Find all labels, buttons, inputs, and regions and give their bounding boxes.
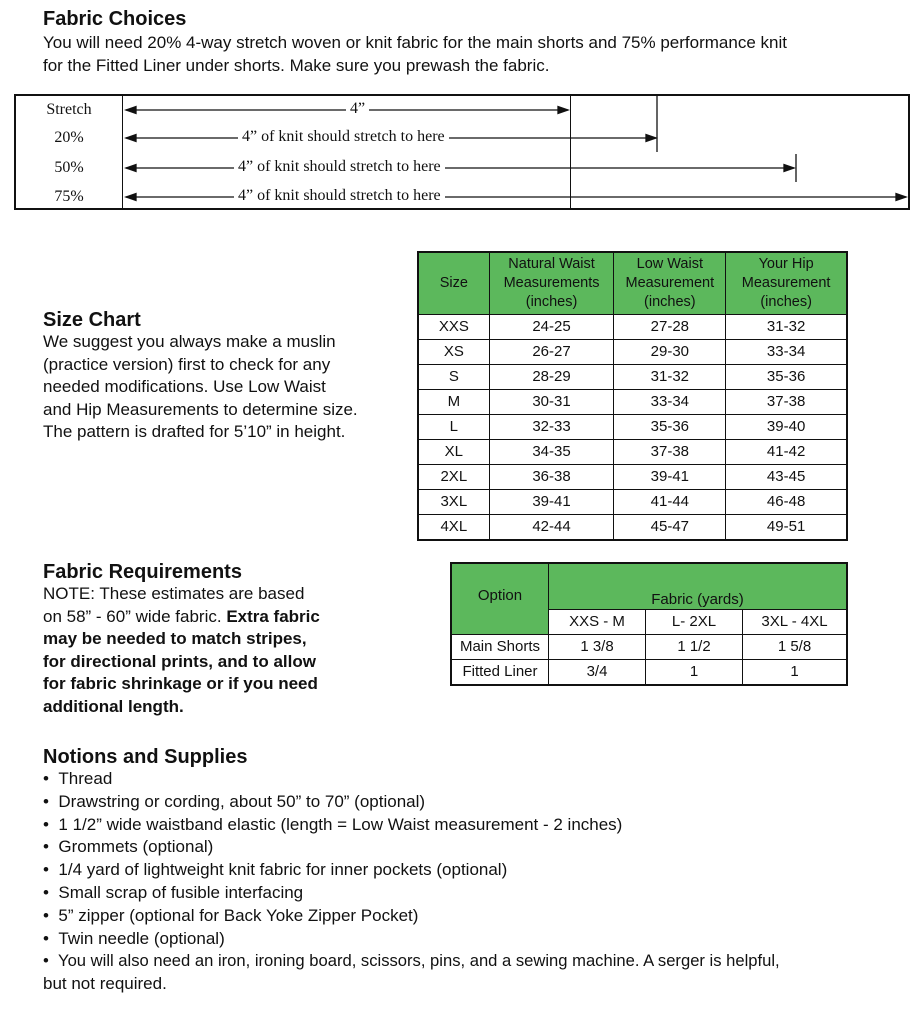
low-waist-cell: 29-30 [614, 339, 726, 364]
yardage-cell: 1 3/8 [549, 634, 646, 659]
hip-cell: 31-32 [726, 314, 847, 339]
header-line: Measurement [741, 274, 831, 291]
stretch-75-label: 75% [54, 188, 84, 205]
stretch-guide [14, 94, 910, 210]
table-row [418, 489, 847, 514]
stretch-row-label: Stretch [46, 101, 92, 118]
natural-waist-cell: 36-38 [489, 464, 614, 489]
stretch-20-text: 4” of knit should stretch to here [238, 128, 449, 146]
table-row [418, 314, 847, 339]
table-row [451, 634, 847, 659]
list-item: • You will also need an iron, ironing board, scissors, pins, and a sewing machine. A serger is helpful, [43, 951, 780, 971]
yardage-cell: 1 5/8 [743, 634, 848, 659]
list-item: • Thread [43, 769, 113, 788]
option-header [451, 563, 549, 634]
size-header: Size [418, 252, 489, 314]
list-item-text: 1 1/2” wide waistband elastic (length = Low Waist measurement - 2 inches) [58, 814, 623, 834]
yardage-cell: 1 [743, 659, 848, 685]
low-waist-header [614, 252, 726, 314]
list-item-text: 5” zipper (optional for Back Yoke Zipper Pocket) [58, 905, 419, 925]
hip-cell: 43-45 [726, 464, 847, 489]
hip-header [726, 252, 847, 314]
list-item: • 1 1/2” wide waistband elastic (length = Low Waist measurement - 2 inches) [43, 814, 623, 834]
list-item: • 5” zipper (optional for Back Yoke Zipper Pocket) [43, 905, 419, 925]
size-range-header: XXS - M [549, 609, 646, 634]
yardage-cell: 3/4 [549, 659, 646, 685]
size-cell: XS [418, 339, 489, 364]
natural-waist-cell: 42-44 [489, 514, 614, 540]
low-waist-cell: 35-36 [614, 414, 726, 439]
size-chart-line: (practice version) first to check for any [43, 354, 331, 374]
size-chart-heading: Size Chart [43, 309, 141, 331]
fabric-note-bold-line: for fabric shrinkage or if you need [43, 674, 318, 693]
low-waist-cell: 39-41 [614, 464, 726, 489]
fabric-choices-heading: Fabric Choices [43, 8, 187, 30]
stretch-50-label: 50% [54, 159, 84, 176]
yardage-cell: 1 1/2 [646, 634, 743, 659]
table-row [418, 364, 847, 389]
list-item-text: Twin needle (optional) [58, 928, 225, 948]
low-waist-cell: 41-44 [614, 489, 726, 514]
list-item: • Twin needle (optional) [43, 928, 225, 948]
natural-waist-header [489, 252, 614, 314]
fabric-requirements-heading: Fabric Requirements [43, 561, 242, 583]
size-range-header: 3XL - 4XL [743, 609, 848, 634]
list-item-text: Thread [58, 769, 113, 788]
low-waist-cell: 37-38 [614, 439, 726, 464]
low-waist-cell: 33-34 [614, 389, 726, 414]
stretch-75-text: 4” of knit should stretch to here [234, 187, 445, 205]
header-line: Measurement [625, 274, 715, 291]
fabric-note-bold-line: may be needed to match stripes, [43, 629, 307, 648]
hip-cell: 41-42 [726, 439, 847, 464]
fabric-requirements-table [450, 562, 848, 686]
table-row [418, 389, 847, 414]
yardage-cell: 1 [646, 659, 743, 685]
size-cell: L [418, 414, 489, 439]
size-chart-line: The pattern is drafted for 5’10” in height. [43, 422, 346, 441]
header-line: Low Waist [636, 255, 703, 272]
table-row [418, 464, 847, 489]
low-waist-cell: 45-47 [614, 514, 726, 540]
hip-cell: 39-40 [726, 414, 847, 439]
size-table-header-row [418, 252, 847, 314]
fabric-choices-line-1: You will need 20% 4-way stretch woven or knit fabric for the main shorts and 75% performance knit [43, 33, 787, 52]
low-waist-cell: 31-32 [614, 364, 726, 389]
fabric-choices-line-2: for the Fitted Liner under shorts. Make sure you prewash the fabric. [43, 55, 550, 75]
fabric-note-regular: on 58” - 60” wide fabric. [43, 606, 227, 626]
fabric-requirements-text [43, 583, 320, 718]
natural-waist-cell: 28-29 [489, 364, 614, 389]
hip-cell: 49-51 [726, 514, 847, 540]
hip-cell: 33-34 [726, 339, 847, 364]
size-cell: 4XL [418, 514, 489, 540]
notions-heading: Notions and Supplies [43, 746, 248, 768]
stretch-20-label: 20% [54, 129, 84, 146]
natural-waist-cell: 34-35 [489, 439, 614, 464]
header-line: Measurements [503, 274, 600, 291]
header-line: Natural Waist [508, 255, 595, 272]
option-cell: Fitted Liner [451, 659, 549, 685]
header-line: Your Hip [758, 255, 814, 272]
list-item-text: 1/4 yard of lightweight knit fabric for inner pockets (optional) [58, 860, 508, 880]
hip-cell: 46-48 [726, 489, 847, 514]
notions-list [43, 768, 780, 996]
fabric-note-bold: Extra fabric [226, 606, 320, 626]
header-line: (inches) [644, 293, 696, 310]
fabric-note-line: NOTE: These estimates are based [43, 584, 305, 603]
natural-waist-cell: 24-25 [489, 314, 614, 339]
table-row [418, 339, 847, 364]
size-chart-text [43, 331, 358, 444]
hip-cell: 35-36 [726, 364, 847, 389]
hip-cell: 37-38 [726, 389, 847, 414]
list-item-continuation [43, 973, 780, 996]
table-row [418, 514, 847, 540]
size-range-header: L- 2XL [646, 609, 743, 634]
size-cell: XL [418, 439, 489, 464]
stretch-guide-arrows [16, 96, 908, 208]
fabric-note-bold-line: additional length. [43, 696, 184, 716]
list-item-text: but not required. [43, 974, 167, 994]
list-item: • Grommets (optional) [43, 837, 214, 857]
list-item-text: Small scrap of fusible interfacing [58, 882, 304, 902]
natural-waist-cell: 26-27 [489, 339, 614, 364]
stretch-50-text: 4” of knit should stretch to here [234, 158, 445, 176]
fabric-note-line [43, 606, 320, 629]
stretch-row-text: 4” [346, 100, 369, 118]
list-item-text: Drawstring or cording, about 50” to 70” (optional) [58, 791, 426, 811]
list-item: • Drawstring or cording, about 50” to 70” (optional) [43, 791, 426, 811]
size-chart-line: and Hip Measurements to determine size. [43, 399, 358, 419]
fabric-choices-text [43, 32, 787, 77]
size-chart-line: We suggest you always make a muslin [43, 332, 336, 351]
size-cell: M [418, 389, 489, 414]
table-row [418, 439, 847, 464]
low-waist-cell: 27-28 [614, 314, 726, 339]
header-line: (inches) [760, 293, 812, 310]
size-cell: 3XL [418, 489, 489, 514]
fabric-note-bold-line: for directional prints, and to allow [43, 651, 316, 671]
size-cell: S [418, 364, 489, 389]
option-header-text: Option [477, 586, 523, 604]
list-item: • Small scrap of fusible interfacing [43, 882, 304, 902]
option-cell: Main Shorts [451, 634, 549, 659]
natural-waist-cell: 32-33 [489, 414, 614, 439]
size-cell: 2XL [418, 464, 489, 489]
fabric-yards-header: Fabric (yards) [549, 563, 848, 609]
size-chart-line: needed modifications. Use Low Waist [43, 377, 326, 396]
natural-waist-cell: 30-31 [489, 389, 614, 414]
list-item-text: Grommets (optional) [58, 837, 214, 857]
fabric-table-header-row [451, 563, 847, 609]
list-item: • 1/4 yard of lightweight knit fabric for inner pockets (optional) [43, 860, 508, 880]
size-cell: XXS [418, 314, 489, 339]
header-line: (inches) [525, 293, 578, 310]
table-row [418, 414, 847, 439]
size-chart-table [417, 251, 848, 541]
natural-waist-cell: 39-41 [489, 489, 614, 514]
table-row [451, 659, 847, 685]
list-item-text: You will also need an iron, ironing board, scissors, pins, and a sewing machine. A serger is helpful, [58, 951, 780, 971]
